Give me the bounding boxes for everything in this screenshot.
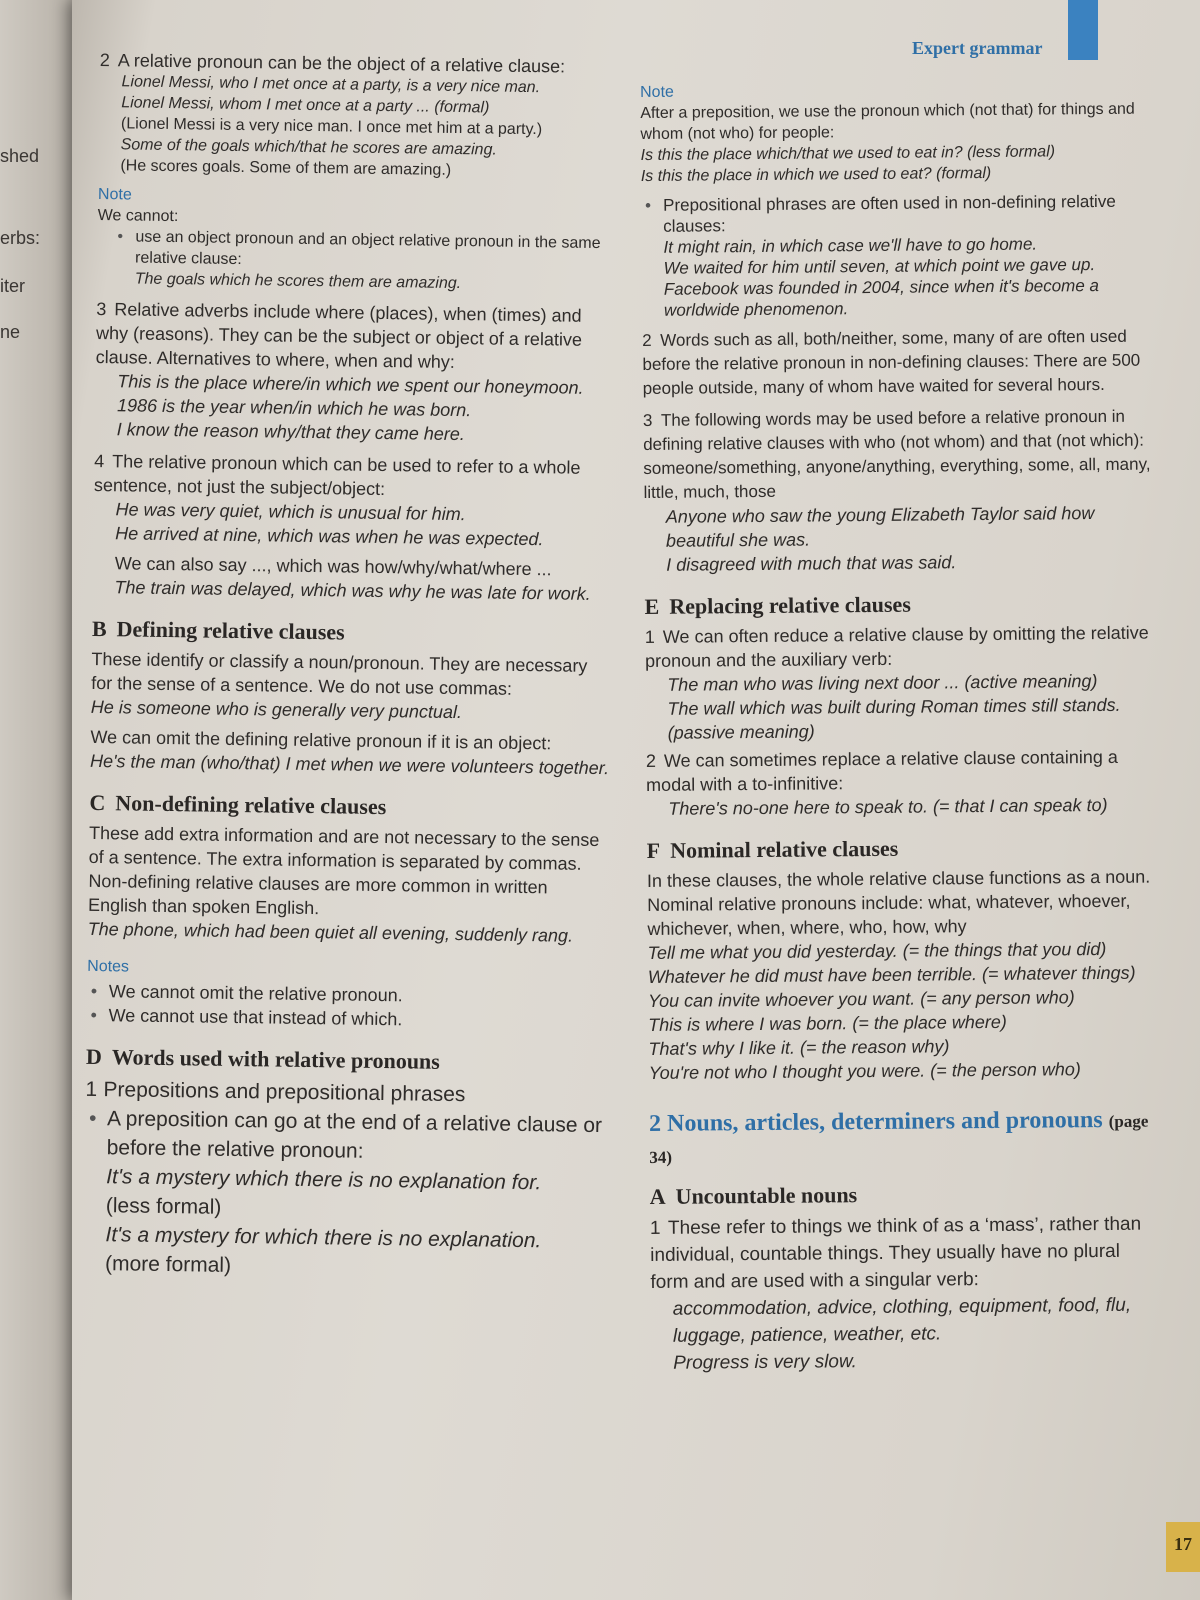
item-number: 1	[649, 1217, 661, 1239]
section-title: Words used with relative pronouns	[111, 1044, 441, 1074]
example-sentence: The goals which he scores them are amazing.	[134, 270, 462, 293]
example-sentence: The train was delayed, which was why he was late for work.	[114, 577, 591, 604]
section-heading-A	[650, 1181, 1160, 1209]
formality-note: (less formal)	[105, 1194, 222, 1219]
example-sentence: Progress is very slow.	[673, 1351, 858, 1374]
facing-page-fragment: erbs:	[0, 228, 41, 248]
example-sentence: I disagreed with much that was said.	[666, 552, 957, 575]
facing-page-fragment: shed	[0, 146, 40, 166]
note-box	[640, 78, 1151, 187]
note-box	[97, 184, 618, 296]
section-title: Defining relative clauses	[116, 616, 345, 645]
left-column	[83, 50, 620, 1285]
item-number: 3	[96, 298, 107, 320]
section-4-which-sentence	[92, 449, 614, 606]
page-number-tab: 17	[1166, 1522, 1200, 1572]
example-sentence: We waited for him until seven, at which point we gave up.	[663, 255, 1096, 278]
rule-text: Relative adverbs include where (places), when (times) and why (reasons). They can be the subject or object of a relative clause. Alternatives to where, when and why:	[95, 299, 583, 372]
facing-page-fragment: ne	[0, 322, 21, 342]
example-sentence: This is where I was born. (= the place where)	[648, 1011, 1007, 1035]
note-label: Note	[640, 83, 674, 101]
subsection-title: Prepositions and prepositional phrases	[103, 1078, 466, 1107]
section-letter: A	[649, 1183, 666, 1209]
right-column	[640, 78, 1161, 1377]
item-number: 4	[94, 450, 105, 472]
example-sentence: Is this the place which/that we used to eat in? (less formal)	[640, 143, 1056, 164]
example-sentence: You're not who I thought you were. (= the person who)	[648, 1059, 1081, 1083]
example-explanation: (He scores goals. Some of them are amazing.)	[120, 157, 452, 179]
section-letter: B	[91, 615, 107, 642]
example-sentence: You can invite whoever you want. (= any person who)	[647, 987, 1075, 1011]
example-explanation: (Lionel Messi is a very nice man. I once met him at a party.)	[120, 115, 543, 139]
example-sentence: There's no-one here to speak to. (= that I can speak to)	[668, 794, 1108, 819]
facing-page-fragment: iter	[0, 276, 26, 296]
section-3-relative-adverbs	[95, 297, 617, 448]
section-heading-C	[89, 791, 609, 822]
rule-text: These refer to things we think of as a ‘mass’, rather than individual, countable things. They usually have no plural form and are used with a singular verb:	[650, 1213, 1142, 1293]
section-heading-B	[92, 617, 612, 648]
rule-text: We can sometimes replace a relative clause containing a modal with a to-infinitive:	[646, 746, 1118, 795]
item-number: 1	[644, 626, 655, 647]
formality-note: (more formal)	[104, 1252, 232, 1277]
example-sentence: Anyone who saw the young Elizabeth Taylor said how beautiful she was.	[665, 503, 1095, 551]
note-label: Note	[97, 185, 132, 204]
item-number: 1	[85, 1077, 98, 1102]
example-sentence: Tell me what you did yesterday. (= the things that you did)	[647, 938, 1107, 963]
example-sentence: That's why I like it. (= the reason why)	[648, 1036, 950, 1059]
rule-text: We can also say ..., which was how/why/what/where ...	[114, 553, 552, 580]
section-heading-D	[86, 1045, 606, 1076]
example-sentence: He arrived at nine, which was when he was expected.	[115, 523, 544, 550]
example-sentence: The phone, which had been quiet all evening, suddenly rang.	[87, 918, 574, 946]
note-text: After a preposition, we use the pronoun which (not that) for things and whom (not who) for people:	[640, 100, 1135, 143]
notes-label: Notes	[87, 957, 130, 976]
note-bullet: • use an object pronoun and an object relative pronoun in the same relative clause:	[97, 226, 618, 275]
example-sentence: Facebook was founded in 2004, since when it's become a worldwide phenomenon.	[663, 276, 1100, 320]
unit-number: 2	[648, 1110, 662, 1137]
note-bullet: • We cannot use that instead of which.	[86, 1003, 606, 1034]
rule-text: The relative pronoun which can be used to refer to a whole sentence, not just the subject/object:	[93, 451, 581, 500]
example-sentence: It's a mystery which there is no explanation for.	[106, 1165, 542, 1195]
unit-page-ref: (page 34)	[649, 1111, 1149, 1167]
example-sentence: He's the man (who/that) I met when we were volunteers together.	[89, 750, 610, 779]
item-number: 2	[99, 50, 111, 71]
example-sentence: Whatever he did must have been terrible. (= whatever things)	[647, 962, 1136, 987]
example-sentence: Is this the place in which we used to eat? (formal)	[640, 164, 992, 185]
section-letter: F	[646, 837, 661, 863]
rule-text: The following words may be used before a relative pronoun in defining relative clauses with who (not whom) and that (not which): someone/something, anyone/anything, everything, some, all, many, little, much, those	[643, 406, 1151, 502]
example-sentence: This is the place where/in which we spent our honeymoon.	[117, 371, 584, 398]
item-number: 2	[645, 750, 657, 771]
example-sentence: Lionel Messi, whom I met once at a party ... (formal)	[121, 94, 490, 117]
example-sentence: Lionel Messi, who I met once at a party, is a very nice man.	[121, 73, 541, 97]
section-heading-E	[644, 591, 1154, 619]
rule-text: In these clauses, the whole relative clause functions as a noun. Nominal relative pronouns include: what, whatever, whoever, whichever, when, where, who, how, why	[646, 866, 1151, 939]
section-title: Non-defining relative clauses	[115, 790, 387, 820]
rule-text: These add extra information and are not necessary to the sense of a sentence. The extra information is separated by commas. Non-defining relative clauses are more common in written English than spoken English.	[87, 822, 600, 919]
example-sentence: He is someone who is generally very punctual.	[90, 696, 463, 723]
example-sentence: He was very quiet, which is unusual for him.	[115, 499, 466, 525]
item-number: 3	[642, 410, 653, 430]
noun-list: accommodation, advice, clothing, equipment, food, flu, luggage, patience, weather, etc.	[672, 1294, 1132, 1347]
section-title: Replacing relative clauses	[669, 591, 911, 619]
rule-text: • A preposition can go at the end of a relative clause or before the relative pronoun:	[84, 1104, 605, 1169]
rule-text: We can omit the defining relative pronoun if it is an object:	[90, 726, 552, 754]
item-number: 2	[642, 330, 652, 350]
example-sentence: It's a mystery for which there is no explanation.	[105, 1223, 542, 1253]
rule-text: • Prepositional phrases are often used in non-defining relative clauses:	[641, 191, 1151, 237]
rule-text: Words such as all, both/neither, some, many of are often used before the relative pronoun in non-defining clauses: There are 500 people outside, many of whom have waited for several hours.	[642, 326, 1141, 398]
note-text: We cannot:	[97, 206, 179, 226]
rule-text: We can often reduce a relative clause by omitting the relative pronoun and the auxiliary verb:	[644, 622, 1149, 671]
section-title: Nominal relative clauses	[670, 835, 899, 863]
section-heading-F	[647, 835, 1157, 863]
example-sentence: 1986 is the year when/in which he was born.	[116, 395, 472, 421]
unit-heading	[649, 1105, 1160, 1173]
page-header-title: Expert grammar	[912, 38, 1043, 58]
example-sentence: I know the reason why/that they came here.	[116, 419, 465, 445]
example-sentence: The wall which was built during Roman times still stands. (passive meaning)	[667, 694, 1121, 743]
section-letter: C	[89, 789, 106, 816]
section-title: Uncountable nouns	[675, 1182, 858, 1209]
section-letter: E	[644, 593, 660, 619]
note-bullet: • We cannot omit the relative pronoun.	[87, 979, 607, 1010]
section-letter: D	[85, 1043, 103, 1070]
example-sentence: It might rain, in which case we'll have to go home.	[663, 234, 1038, 257]
section-2-object-pronoun	[98, 50, 620, 183]
header-accent-bar	[1068, 0, 1098, 60]
example-sentence: Some of the goals which/that he scores are amazing.	[120, 136, 497, 159]
unit-title: Nouns, articles, determiners and pronouns	[666, 1107, 1103, 1137]
rule-text: These identify or classify a noun/pronoun. They are necessary for the sense of a sentence. We do not use commas:	[91, 648, 588, 699]
rule-text: A relative pronoun can be the object of a relative clause:	[117, 50, 566, 77]
example-sentence: The man who was living next door ... (active meaning)	[667, 671, 1098, 695]
